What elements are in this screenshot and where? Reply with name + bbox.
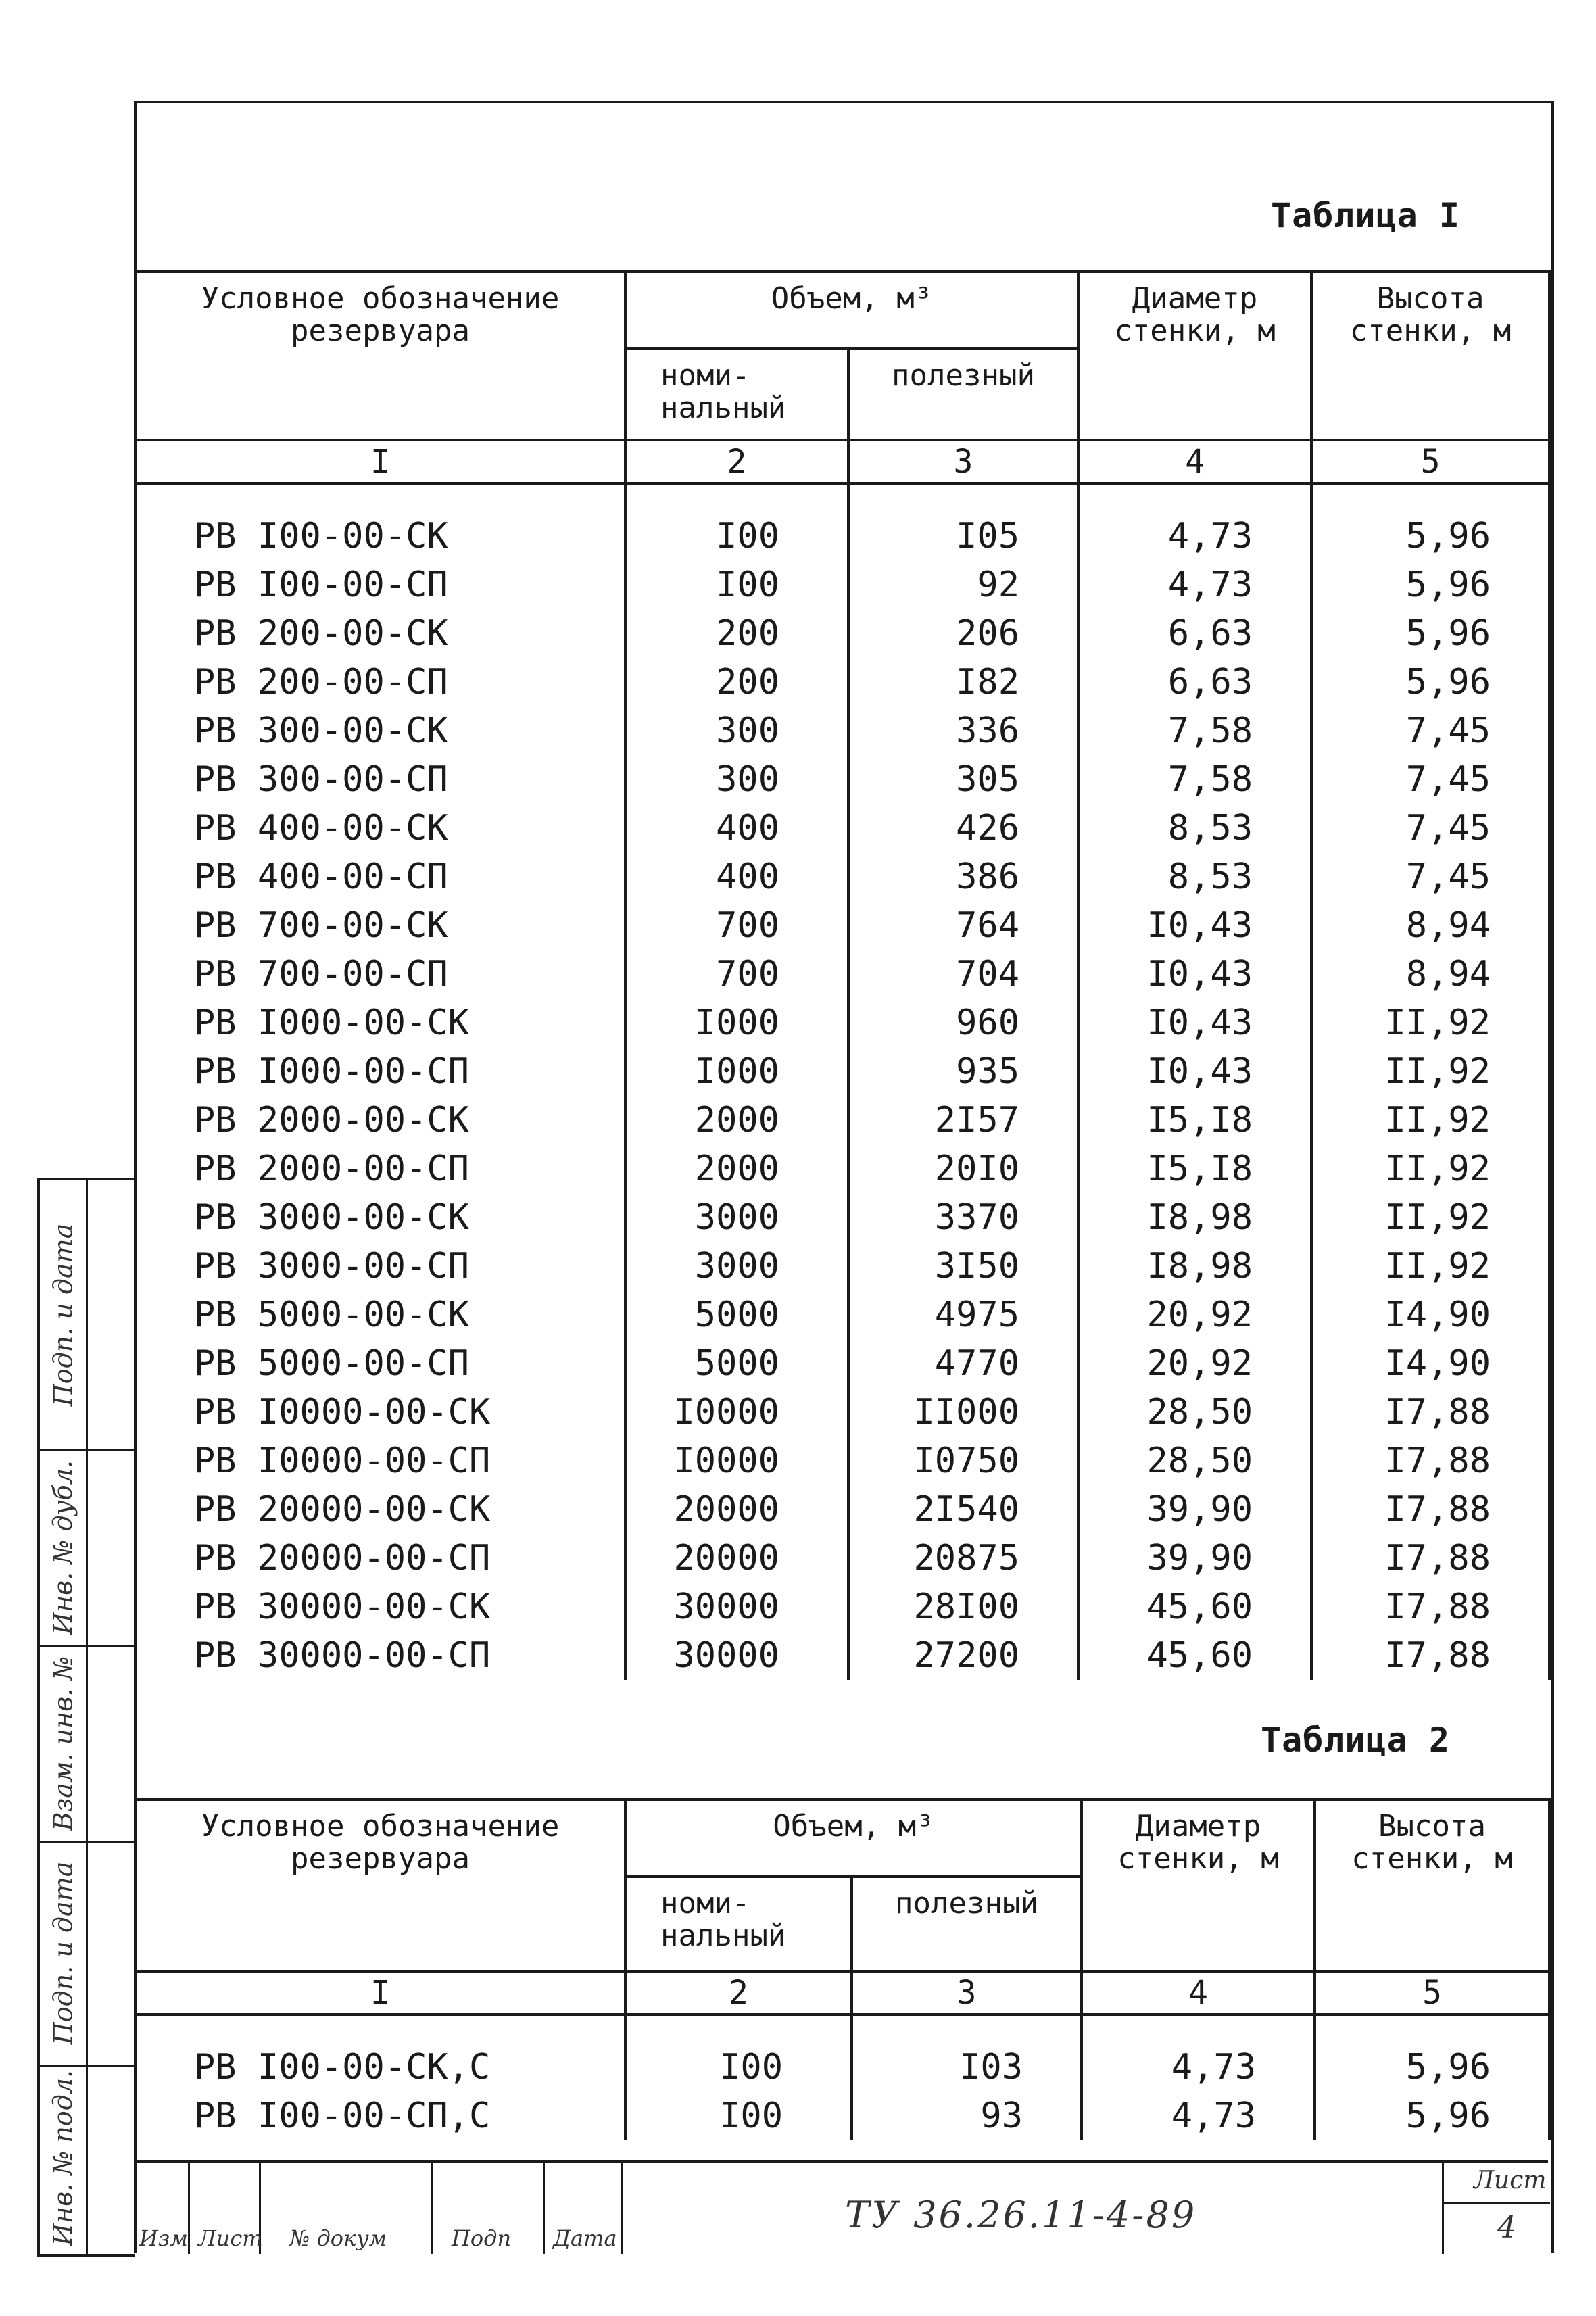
cell-nominal: 300 [625,706,848,755]
column-number: 3 [852,1971,1082,2015]
side-label-signature-date-1: Подп. и дата [48,1223,78,1407]
side-label-original-inventory: Инв. № подл. [48,2069,78,2246]
cell-height: 5,96 [1315,2015,1549,2092]
header-nominal: номи- нальный [625,1877,852,1971]
cell-name: РВ 700-00-СП [135,950,625,998]
cell-useful: 2I540 [848,1485,1078,1534]
cell-useful: I03 [852,2015,1082,2092]
cell-useful: 336 [848,706,1078,755]
title-block-column-line [543,2163,545,2254]
cell-diameter: I0,43 [1078,998,1311,1047]
cell-diameter: 7,58 [1078,755,1311,804]
header-designation: Условное обозначение резервуара [135,1800,625,1971]
side-strip-divider [86,1180,88,2254]
table-row [135,609,1549,658]
cell-nominal: I00 [625,560,848,609]
cell-useful: 704 [848,950,1078,998]
cell-diameter: 20,92 [1078,1339,1311,1388]
cell-name: РВ I00-00-СК [135,483,625,560]
cell-height: 5,96 [1311,483,1549,560]
cell-diameter: 6,63 [1078,658,1311,706]
cell-name: РВ I00-00-СК,С [135,2015,625,2092]
cell-useful: 960 [848,998,1078,1047]
table2 [134,1798,1551,2140]
cell-name: РВ 2000-00-СП [135,1144,625,1193]
table-row [135,1144,1549,1193]
title-block-column-line [431,2163,433,2254]
cell-useful: 4975 [848,1290,1078,1339]
cell-useful: 28I00 [848,1583,1078,1631]
cell-nominal: I00 [625,2015,852,2092]
cell-nominal: I000 [625,998,848,1047]
cell-height: 7,45 [1311,755,1549,804]
cell-name: РВ 20000-00-СП [135,1534,625,1583]
cell-name: РВ 30000-00-СК [135,1583,625,1631]
title-block-column-line [1442,2163,1444,2254]
cell-nominal: I000 [625,1047,848,1096]
cell-name: РВ 400-00-СК [135,804,625,852]
cell-useful: 4770 [848,1339,1078,1388]
cell-diameter: 39,90 [1078,1485,1311,1534]
header-nominal: номи- нальный [625,349,848,440]
header-volume: Объем, м³ [625,1800,1082,1877]
cell-name: РВ 20000-00-СК [135,1485,625,1534]
title-block-label: № докум [289,2225,387,2251]
cell-diameter: 7,58 [1078,706,1311,755]
cell-diameter: I8,98 [1078,1193,1311,1242]
title-block-column-line [621,2163,623,2254]
cell-height: II,92 [1311,1193,1549,1242]
header-diameter: Диаметр стенки, м [1078,272,1311,440]
cell-nominal: 2000 [625,1144,848,1193]
cell-height: I4,90 [1311,1290,1549,1339]
cell-nominal: 5000 [625,1339,848,1388]
cell-height: 7,45 [1311,852,1549,901]
cell-height: II,92 [1311,1096,1549,1144]
sheet-number: 4 [1497,2211,1516,2245]
cell-nominal: 700 [625,901,848,950]
side-label-signature-date-2: Подп. и дата [48,1861,78,2045]
title-block-row-line [1442,2202,1550,2204]
cell-name: РВ 700-00-СК [135,901,625,950]
cell-name: РВ I00-00-СП,С [135,2092,625,2140]
cell-diameter: I5,I8 [1078,1096,1311,1144]
table-row [135,1388,1549,1437]
title-block-label: Подп [452,2225,512,2251]
cell-nominal: 3000 [625,1193,848,1242]
cell-useful: 20875 [848,1534,1078,1583]
cell-nominal: 700 [625,950,848,998]
side-stamp-strip [37,1178,135,2257]
cell-height: 5,96 [1311,658,1549,706]
cell-diameter: I0,43 [1078,950,1311,998]
title-block [134,2160,1548,2254]
column-number: 4 [1082,1971,1315,2015]
cell-name: РВ 3000-00-СК [135,1193,625,1242]
column-number: I [135,440,625,483]
cell-diameter: 6,63 [1078,609,1311,658]
column-number: 5 [1311,440,1549,483]
cell-height: I7,88 [1311,1534,1549,1583]
cell-diameter: 4,73 [1082,2092,1315,2140]
header-height: Высота стенки, м [1315,1800,1549,1971]
table-row [135,2092,1549,2140]
header-diameter: Диаметр стенки, м [1082,1800,1315,1971]
cell-nominal: 300 [625,755,848,804]
table-row [135,1437,1549,1485]
cell-height: 7,45 [1311,804,1549,852]
table-row [135,1485,1549,1534]
cell-diameter: 45,60 [1078,1583,1311,1631]
cell-useful: 206 [848,609,1078,658]
table-row [135,998,1549,1047]
cell-useful: 2I57 [848,1096,1078,1144]
title-block-column-line [188,2163,190,2254]
cell-name: РВ 400-00-СП [135,852,625,901]
cell-name: РВ 200-00-СК [135,609,625,658]
cell-name: РВ 300-00-СП [135,755,625,804]
cell-useful: 935 [848,1047,1078,1096]
document-code: ТУ 36.26.11-4-89 [845,2194,1197,2236]
header-useful: полезный [852,1877,1082,1971]
table-row [135,1193,1549,1242]
cell-useful: 20I0 [848,1144,1078,1193]
cell-diameter: 4,73 [1078,483,1311,560]
column-number: 3 [848,440,1078,483]
table-row [135,1242,1549,1290]
header-volume: Объем, м³ [625,272,1078,349]
table-row [135,950,1549,998]
table-row [135,1339,1549,1388]
cell-name: РВ 200-00-СП [135,658,625,706]
table-row [135,1047,1549,1096]
cell-nominal: 20000 [625,1485,848,1534]
cell-name: РВ 3000-00-СП [135,1242,625,1290]
cell-diameter: I5,I8 [1078,1144,1311,1193]
cell-nominal: I00 [625,2092,852,2140]
cell-name: РВ I000-00-СК [135,998,625,1047]
sheet-label: Лист [1474,2167,1547,2194]
cell-name: РВ 5000-00-СК [135,1290,625,1339]
cell-nominal: 3000 [625,1242,848,1290]
table-row [135,1096,1549,1144]
table-row [135,483,1549,560]
cell-height: I7,88 [1311,1583,1549,1631]
cell-nominal: 5000 [625,1290,848,1339]
header-designation: Условное обозначение резервуара [135,272,625,440]
cell-diameter: 4,73 [1082,2015,1315,2092]
table2-caption: Таблица 2 [1261,1720,1450,1760]
table-row [135,1534,1549,1583]
cell-diameter: 8,53 [1078,852,1311,901]
cell-diameter: 28,50 [1078,1437,1311,1485]
title-block-label: Лист [198,2225,263,2251]
cell-diameter: I0,43 [1078,1047,1311,1096]
cell-diameter: 8,53 [1078,804,1311,852]
cell-height: 5,96 [1311,609,1549,658]
table-row [135,804,1549,852]
cell-height: I7,88 [1311,1485,1549,1534]
side-label-replacement-inventory: Взам. инв. № [48,1656,78,1831]
cell-height: II,92 [1311,1047,1549,1096]
cell-useful: 305 [848,755,1078,804]
cell-height: I7,88 [1311,1388,1549,1437]
column-number: 2 [625,440,848,483]
cell-useful: I05 [848,483,1078,560]
header-height: Высота стенки, м [1311,272,1549,440]
cell-nominal: I00 [625,483,848,560]
table-row [135,2015,1549,2092]
cell-useful: 92 [848,560,1078,609]
cell-height: I7,88 [1311,1437,1549,1485]
header-useful: полезный [848,349,1078,440]
cell-useful: 386 [848,852,1078,901]
cell-name: РВ 5000-00-СП [135,1339,625,1388]
cell-diameter: 28,50 [1078,1388,1311,1437]
cell-name: РВ 300-00-СК [135,706,625,755]
cell-useful: I82 [848,658,1078,706]
table-row [135,901,1549,950]
cell-diameter: 4,73 [1078,560,1311,609]
cell-name: РВ I0000-00-СП [135,1437,625,1485]
cell-name: РВ I000-00-СП [135,1047,625,1096]
cell-useful: 3370 [848,1193,1078,1242]
cell-name: РВ I0000-00-СК [135,1388,625,1437]
cell-useful: 93 [852,2092,1082,2140]
cell-nominal: 30000 [625,1631,848,1680]
cell-nominal: 20000 [625,1534,848,1583]
cell-useful: 426 [848,804,1078,852]
cell-diameter: I8,98 [1078,1242,1311,1290]
cell-height: 5,96 [1311,560,1549,609]
cell-useful: I0750 [848,1437,1078,1485]
cell-name: РВ I00-00-СП [135,560,625,609]
cell-nominal: I0000 [625,1388,848,1437]
table-row [135,1631,1549,1680]
cell-height: 8,94 [1311,950,1549,998]
cell-height: I4,90 [1311,1339,1549,1388]
table1-caption: Таблица I [1271,196,1460,235]
cell-diameter: 45,60 [1078,1631,1311,1680]
cell-nominal: 400 [625,804,848,852]
cell-height: II,92 [1311,998,1549,1047]
table-row [135,1583,1549,1631]
cell-nominal: 30000 [625,1583,848,1631]
table-row [135,852,1549,901]
cell-height: 7,45 [1311,706,1549,755]
column-number: 5 [1315,1971,1549,2015]
cell-nominal: 2000 [625,1096,848,1144]
side-label-dup-inventory: Инв. № дубл. [48,1459,78,1635]
table-row [135,706,1549,755]
cell-height: I7,88 [1311,1631,1549,1680]
table-row [135,755,1549,804]
cell-height: 8,94 [1311,901,1549,950]
column-number: 2 [625,1971,852,2015]
cell-useful: 764 [848,901,1078,950]
cell-diameter: 39,90 [1078,1534,1311,1583]
cell-height: II,92 [1311,1144,1549,1193]
cell-useful: II000 [848,1388,1078,1437]
cell-nominal: I0000 [625,1437,848,1485]
cell-nominal: 200 [625,609,848,658]
column-number: I [135,1971,625,2015]
table-row [135,1290,1549,1339]
table-row [135,658,1549,706]
table-row [135,560,1549,609]
title-block-label: Дата [553,2225,617,2251]
cell-nominal: 200 [625,658,848,706]
cell-diameter: 20,92 [1078,1290,1311,1339]
cell-name: РВ 2000-00-СК [135,1096,625,1144]
cell-useful: 27200 [848,1631,1078,1680]
cell-height: II,92 [1311,1242,1549,1290]
cell-useful: 3I50 [848,1242,1078,1290]
cell-nominal: 400 [625,852,848,901]
column-number: 4 [1078,440,1311,483]
cell-diameter: I0,43 [1078,901,1311,950]
title-block-label: Изм [139,2225,188,2251]
cell-height: 5,96 [1315,2092,1549,2140]
cell-name: РВ 30000-00-СП [135,1631,625,1680]
table1 [134,270,1551,1680]
